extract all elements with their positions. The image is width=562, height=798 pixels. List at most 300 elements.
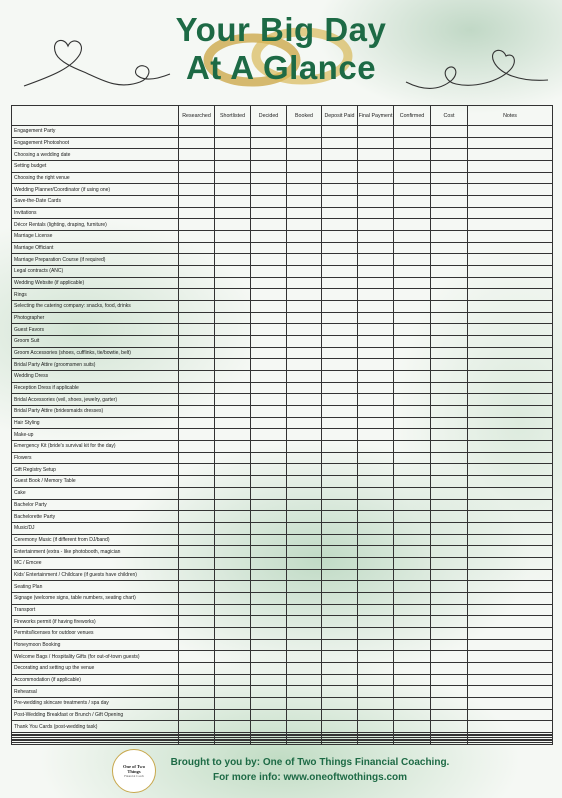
checklist-cell[interactable] [358,301,394,313]
checklist-cell[interactable] [251,581,287,593]
checklist-cell[interactable] [394,557,431,569]
checklist-cell[interactable] [251,207,287,219]
checklist-cell[interactable] [394,452,431,464]
checklist-cell[interactable] [394,522,431,534]
checklist-cell[interactable] [215,674,251,686]
checklist-cell[interactable] [358,557,394,569]
checklist-cell[interactable] [287,382,322,394]
checklist-cell[interactable] [431,592,468,604]
checklist-cell[interactable] [468,476,553,488]
checklist-cell[interactable] [287,581,322,593]
checklist-cell[interactable] [179,242,215,254]
checklist-cell[interactable] [287,207,322,219]
checklist-cell[interactable] [287,149,322,161]
checklist-cell[interactable] [287,394,322,406]
checklist-cell[interactable] [431,359,468,371]
checklist-cell[interactable] [358,709,394,721]
checklist-cell[interactable] [287,242,322,254]
checklist-cell[interactable] [179,347,215,359]
checklist-cell[interactable] [179,604,215,616]
checklist-cell[interactable] [431,324,468,336]
checklist-cell[interactable] [431,662,468,674]
checklist-cell[interactable] [179,674,215,686]
checklist-cell[interactable] [179,709,215,721]
checklist-cell[interactable] [431,347,468,359]
checklist-cell[interactable] [431,742,468,744]
checklist-cell[interactable] [215,441,251,453]
checklist-cell[interactable] [358,569,394,581]
checklist-cell[interactable] [179,452,215,464]
checklist-cell[interactable] [358,336,394,348]
checklist-cell[interactable] [251,674,287,686]
checklist-cell[interactable] [179,172,215,184]
checklist-cell[interactable] [287,534,322,546]
checklist-cell[interactable] [358,639,394,651]
checklist-cell[interactable] [251,616,287,628]
checklist-cell[interactable] [287,161,322,173]
checklist-cell[interactable] [179,662,215,674]
checklist-cell[interactable] [394,207,431,219]
checklist-cell[interactable] [251,277,287,289]
checklist-cell[interactable] [251,441,287,453]
checklist-cell[interactable] [287,359,322,371]
checklist-cell[interactable] [358,487,394,499]
checklist-cell[interactable] [322,219,358,231]
checklist-cell[interactable] [431,651,468,663]
checklist-cell[interactable] [358,382,394,394]
checklist-cell[interactable] [215,709,251,721]
checklist-cell[interactable] [215,277,251,289]
checklist-cell[interactable] [431,581,468,593]
checklist-cell[interactable] [358,697,394,709]
checklist-cell[interactable] [287,709,322,721]
checklist-cell[interactable] [468,557,553,569]
checklist-cell[interactable] [431,371,468,383]
checklist-cell[interactable] [287,126,322,138]
checklist-cell[interactable] [358,417,394,429]
checklist-cell[interactable] [179,534,215,546]
checklist-cell[interactable] [394,581,431,593]
checklist-cell[interactable] [322,686,358,698]
checklist-cell[interactable] [394,266,431,278]
checklist-cell[interactable] [394,604,431,616]
checklist-cell[interactable] [215,592,251,604]
checklist-cell[interactable] [358,161,394,173]
checklist-cell[interactable] [251,137,287,149]
checklist-cell[interactable] [215,639,251,651]
checklist-cell[interactable] [215,546,251,558]
checklist-cell[interactable] [179,592,215,604]
checklist-cell[interactable] [358,534,394,546]
checklist-cell[interactable] [287,499,322,511]
checklist-cell[interactable] [287,371,322,383]
checklist-cell[interactable] [251,522,287,534]
checklist-cell[interactable] [468,254,553,266]
checklist-cell[interactable] [179,697,215,709]
checklist-cell[interactable] [287,301,322,313]
checklist-cell[interactable] [468,347,553,359]
checklist-cell[interactable] [215,662,251,674]
checklist-cell[interactable] [215,511,251,523]
checklist-cell[interactable] [468,394,553,406]
checklist-cell[interactable] [179,639,215,651]
checklist-cell[interactable] [322,464,358,476]
checklist-cell[interactable] [179,742,215,744]
checklist-cell[interactable] [251,336,287,348]
checklist-cell[interactable] [287,674,322,686]
checklist-cell[interactable] [358,499,394,511]
checklist-cell[interactable] [322,406,358,418]
checklist-cell[interactable] [358,126,394,138]
checklist-cell[interactable] [468,242,553,254]
checklist-cell[interactable] [179,616,215,628]
checklist-cell[interactable] [358,546,394,558]
checklist-cell[interactable] [358,207,394,219]
checklist-cell[interactable] [431,499,468,511]
checklist-cell[interactable] [468,709,553,721]
checklist-cell[interactable] [358,406,394,418]
checklist-cell[interactable] [431,312,468,324]
checklist-cell[interactable] [431,534,468,546]
checklist-cell[interactable] [431,487,468,499]
checklist-cell[interactable] [358,662,394,674]
checklist-cell[interactable] [287,347,322,359]
checklist-cell[interactable] [394,674,431,686]
checklist-cell[interactable] [179,651,215,663]
checklist-cell[interactable] [251,254,287,266]
checklist-cell[interactable] [322,742,358,744]
checklist-cell[interactable] [394,242,431,254]
checklist-cell[interactable] [322,639,358,651]
checklist-cell[interactable] [287,231,322,243]
checklist-cell[interactable] [394,126,431,138]
checklist-cell[interactable] [394,219,431,231]
checklist-cell[interactable] [179,394,215,406]
checklist-cell[interactable] [322,359,358,371]
checklist-cell[interactable] [468,231,553,243]
checklist-cell[interactable] [215,371,251,383]
checklist-cell[interactable] [251,359,287,371]
checklist-cell[interactable] [358,184,394,196]
checklist-cell[interactable] [215,242,251,254]
checklist-cell[interactable] [179,196,215,208]
checklist-cell[interactable] [431,289,468,301]
checklist-cell[interactable] [468,289,553,301]
checklist-cell[interactable] [287,662,322,674]
checklist-cell[interactable] [322,721,358,733]
checklist-cell[interactable] [251,184,287,196]
checklist-cell[interactable] [468,487,553,499]
checklist-cell[interactable] [322,499,358,511]
checklist-cell[interactable] [322,709,358,721]
checklist-cell[interactable] [468,581,553,593]
checklist-cell[interactable] [468,429,553,441]
checklist-cell[interactable] [287,277,322,289]
checklist-cell[interactable] [431,172,468,184]
checklist-cell[interactable] [358,742,394,744]
checklist-cell[interactable] [431,546,468,558]
checklist-cell[interactable] [358,347,394,359]
checklist-cell[interactable] [322,394,358,406]
checklist-cell[interactable] [468,511,553,523]
checklist-cell[interactable] [394,137,431,149]
checklist-cell[interactable] [215,172,251,184]
checklist-cell[interactable] [215,499,251,511]
checklist-cell[interactable] [322,429,358,441]
checklist-cell[interactable] [287,196,322,208]
checklist-cell[interactable] [287,312,322,324]
checklist-cell[interactable] [215,336,251,348]
checklist-cell[interactable] [287,266,322,278]
checklist-cell[interactable] [215,184,251,196]
checklist-cell[interactable] [179,546,215,558]
checklist-cell[interactable] [179,161,215,173]
checklist-cell[interactable] [468,534,553,546]
checklist-cell[interactable] [394,359,431,371]
checklist-cell[interactable] [322,254,358,266]
checklist-cell[interactable] [431,686,468,698]
checklist-cell[interactable] [358,522,394,534]
checklist-cell[interactable] [215,347,251,359]
checklist-cell[interactable] [251,639,287,651]
checklist-cell[interactable] [215,581,251,593]
checklist-cell[interactable] [431,557,468,569]
checklist-cell[interactable] [251,686,287,698]
checklist-cell[interactable] [215,464,251,476]
checklist-cell[interactable] [322,126,358,138]
checklist-cell[interactable] [431,406,468,418]
checklist-cell[interactable] [431,627,468,639]
checklist-cell[interactable] [468,371,553,383]
checklist-cell[interactable] [468,219,553,231]
checklist-cell[interactable] [179,406,215,418]
checklist-cell[interactable] [215,359,251,371]
checklist-cell[interactable] [215,697,251,709]
checklist-cell[interactable] [468,639,553,651]
checklist-cell[interactable] [358,429,394,441]
checklist-cell[interactable] [287,441,322,453]
checklist-cell[interactable] [394,172,431,184]
checklist-cell[interactable] [179,336,215,348]
checklist-cell[interactable] [394,254,431,266]
checklist-cell[interactable] [251,242,287,254]
checklist-cell[interactable] [179,429,215,441]
checklist-cell[interactable] [468,499,553,511]
checklist-cell[interactable] [215,616,251,628]
checklist-cell[interactable] [215,534,251,546]
checklist-cell[interactable] [251,417,287,429]
checklist-cell[interactable] [287,452,322,464]
checklist-cell[interactable] [468,604,553,616]
checklist-cell[interactable] [431,417,468,429]
checklist-cell[interactable] [358,452,394,464]
checklist-cell[interactable] [468,266,553,278]
checklist-cell[interactable] [179,359,215,371]
checklist-cell[interactable] [179,219,215,231]
checklist-cell[interactable] [322,569,358,581]
checklist-cell[interactable] [251,289,287,301]
checklist-cell[interactable] [251,452,287,464]
checklist-cell[interactable] [251,149,287,161]
checklist-cell[interactable] [322,557,358,569]
checklist-cell[interactable] [468,697,553,709]
checklist-cell[interactable] [358,312,394,324]
checklist-cell[interactable] [468,546,553,558]
checklist-cell[interactable] [251,742,287,744]
checklist-cell[interactable] [215,324,251,336]
checklist-cell[interactable] [468,522,553,534]
checklist-cell[interactable] [287,557,322,569]
checklist-cell[interactable] [215,686,251,698]
checklist-cell[interactable] [468,406,553,418]
checklist-cell[interactable] [322,289,358,301]
checklist-cell[interactable] [322,301,358,313]
checklist-cell[interactable] [215,207,251,219]
checklist-cell[interactable] [251,301,287,313]
checklist-cell[interactable] [358,604,394,616]
checklist-cell[interactable] [287,476,322,488]
checklist-cell[interactable] [394,627,431,639]
checklist-cell[interactable] [322,231,358,243]
checklist-cell[interactable] [468,324,553,336]
checklist-cell[interactable] [215,604,251,616]
checklist-cell[interactable] [358,324,394,336]
checklist-cell[interactable] [431,429,468,441]
checklist-cell[interactable] [179,557,215,569]
checklist-cell[interactable] [468,336,553,348]
checklist-cell[interactable] [215,487,251,499]
checklist-cell[interactable] [179,371,215,383]
checklist-cell[interactable] [431,242,468,254]
checklist-cell[interactable] [394,721,431,733]
checklist-cell[interactable] [287,172,322,184]
checklist-cell[interactable] [251,604,287,616]
checklist-cell[interactable] [431,697,468,709]
checklist-cell[interactable] [431,137,468,149]
checklist-cell[interactable] [358,616,394,628]
checklist-cell[interactable] [322,697,358,709]
checklist-cell[interactable] [322,511,358,523]
checklist-cell[interactable] [322,137,358,149]
checklist-cell[interactable] [322,534,358,546]
checklist-cell[interactable] [322,382,358,394]
checklist-cell[interactable] [468,616,553,628]
checklist-cell[interactable] [215,557,251,569]
checklist-cell[interactable] [322,487,358,499]
checklist-cell[interactable] [358,219,394,231]
checklist-cell[interactable] [468,627,553,639]
checklist-cell[interactable] [287,742,322,744]
checklist-cell[interactable] [468,382,553,394]
checklist-cell[interactable] [431,231,468,243]
checklist-cell[interactable] [394,231,431,243]
checklist-cell[interactable] [394,639,431,651]
checklist-cell[interactable] [322,266,358,278]
checklist-cell[interactable] [287,604,322,616]
checklist-cell[interactable] [358,242,394,254]
checklist-cell[interactable] [358,394,394,406]
checklist-cell[interactable] [322,161,358,173]
checklist-cell[interactable] [358,254,394,266]
checklist-cell[interactable] [358,581,394,593]
checklist-cell[interactable] [287,487,322,499]
checklist-cell[interactable] [251,172,287,184]
checklist-cell[interactable] [394,277,431,289]
checklist-cell[interactable] [394,161,431,173]
checklist-cell[interactable] [394,417,431,429]
checklist-cell[interactable] [322,662,358,674]
checklist-cell[interactable] [358,464,394,476]
checklist-cell[interactable] [287,336,322,348]
checklist-cell[interactable] [394,476,431,488]
checklist-cell[interactable] [251,592,287,604]
checklist-cell[interactable] [179,476,215,488]
checklist-cell[interactable] [251,534,287,546]
checklist-cell[interactable] [394,686,431,698]
checklist-cell[interactable] [215,651,251,663]
checklist-cell[interactable] [468,441,553,453]
checklist-cell[interactable] [431,709,468,721]
checklist-cell[interactable] [287,184,322,196]
checklist-cell[interactable] [431,161,468,173]
checklist-cell[interactable] [468,721,553,733]
checklist-cell[interactable] [215,301,251,313]
checklist-cell[interactable] [179,686,215,698]
checklist-cell[interactable] [394,651,431,663]
checklist-cell[interactable] [179,231,215,243]
checklist-cell[interactable] [431,394,468,406]
checklist-cell[interactable] [394,511,431,523]
checklist-cell[interactable] [322,546,358,558]
checklist-cell[interactable] [179,721,215,733]
checklist-cell[interactable] [179,511,215,523]
checklist-cell[interactable] [215,429,251,441]
checklist-cell[interactable] [179,627,215,639]
checklist-cell[interactable] [322,452,358,464]
checklist-cell[interactable] [394,499,431,511]
checklist-cell[interactable] [251,651,287,663]
checklist-cell[interactable] [215,522,251,534]
checklist-cell[interactable] [468,196,553,208]
checklist-cell[interactable] [179,207,215,219]
checklist-cell[interactable] [468,149,553,161]
checklist-cell[interactable] [468,464,553,476]
checklist-cell[interactable] [215,149,251,161]
checklist-cell[interactable] [287,639,322,651]
checklist-cell[interactable] [322,324,358,336]
checklist-cell[interactable] [287,686,322,698]
checklist-cell[interactable] [431,184,468,196]
checklist-cell[interactable] [431,382,468,394]
checklist-cell[interactable] [251,569,287,581]
checklist-cell[interactable] [394,336,431,348]
checklist-cell[interactable] [358,511,394,523]
checklist-cell[interactable] [358,266,394,278]
checklist-cell[interactable] [322,336,358,348]
checklist-cell[interactable] [431,522,468,534]
checklist-cell[interactable] [468,742,553,744]
checklist-cell[interactable] [468,277,553,289]
checklist-cell[interactable] [287,616,322,628]
checklist-cell[interactable] [468,662,553,674]
checklist-cell[interactable] [358,371,394,383]
checklist-cell[interactable] [431,476,468,488]
checklist-cell[interactable] [468,172,553,184]
checklist-cell[interactable] [394,382,431,394]
checklist-cell[interactable] [431,639,468,651]
checklist-cell[interactable] [251,231,287,243]
checklist-cell[interactable] [394,371,431,383]
